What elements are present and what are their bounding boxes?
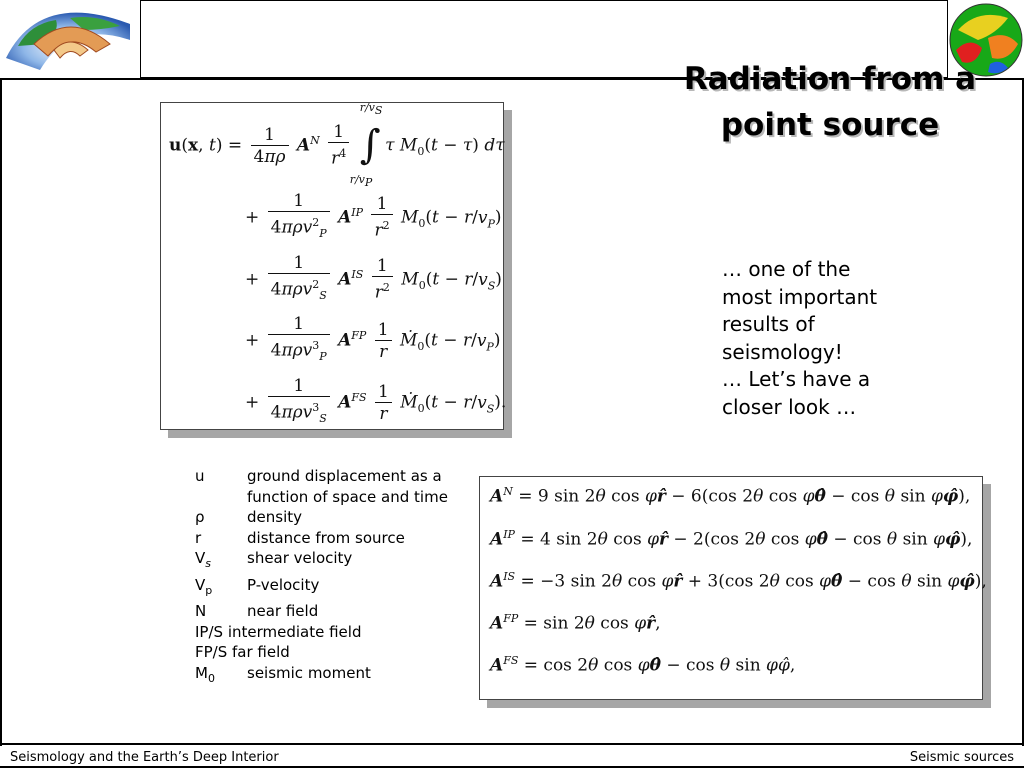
legend-desc: P-velocity [247,575,320,594]
formula-term-fp: + $\frac{1}{4\pi\rho v^3_P}$ $A^{FP}$ $\frac{1}{r}$ Ṁ$_0$(t − $r/v_P$) [245,314,501,364]
title-line-1: Radiation from a [683,61,977,97]
globe-logo-left [0,0,140,78]
legend-desc: density [247,508,302,526]
legend-far-field: FP/S far field [195,643,290,661]
displacement-formula-box [160,101,507,430]
legend-row [195,601,455,622]
legend-symbol: N [195,602,207,620]
note-line-5: … Let’s have a [722,367,871,391]
legend-desc: ground displacement as a function of space and time [247,467,448,506]
legend-symbol: $V_s$ [195,549,211,570]
legend-row [195,548,455,575]
symbol-legend [195,466,455,689]
legend-intermediate-field: IP/S intermediate field [195,622,362,641]
legend-desc: shear velocity [247,549,353,567]
legend-symbol: r [195,528,202,547]
note-line-6: closer look … [722,394,857,419]
slide-title [640,56,1020,148]
legend-row [195,466,455,507]
coeff-line-fs: $A^{FS} = \cos 2\theta$ cos φθ̂ − cos θ sin φφ̂, [490,654,796,676]
legend-desc: distance from source [247,528,405,547]
legend-desc: near field [247,602,319,620]
formula-term-fs: + $\frac{1}{4\pi\rho v^3_S}$ $A^{FS}$ $\frac{1}{r}$ Ṁ$_0$(t − $r/v_S$). [245,376,507,426]
left-rule [0,78,2,746]
formula-term-static: u(x, t) = $\frac{1}{4\pi\rho}$ $A^N$ $\frac{1}{r^4}$ $r/v_S$ ∫ $r/v_P$ τ $M_0(t - \tau)$ dτ [169,101,505,190]
legend-symbol: $M_0$ [195,663,215,685]
side-note [722,256,922,421]
coeff-line-ip: $A^{IP} = 4$ sin 2θ cos φr̂ − 2(cos 2θ cos φθ̂ − cos θ sin φφ̂), [490,528,973,550]
legend-row [195,575,455,602]
note-line-3: results of [722,312,815,336]
legend-symbol: u [195,467,205,485]
legend-desc: seismic moment [247,663,371,682]
legend-row [195,528,455,549]
coeff-line-is: $A^{IS} = -3$ sin 2θ cos φr̂ + 3(cos 2θ cos φθ̂ − cos θ sin φφ̂), [490,570,987,592]
radiation-pattern-box [479,476,987,700]
legend-row [195,507,455,528]
note-line-4: seismology! [722,339,843,364]
title-line-2: point source [720,107,940,143]
footer-section-title: Seismic sources [909,750,1014,765]
legend-row [195,663,455,690]
coeff-line-n: $A^N = 9$ sin 2θ cos φr̂ − 6(cos 2θ cos φθ̂ − cos θ sin φφ̂), [490,485,971,507]
legend-symbol: $V_p$ [195,575,213,597]
legend-symbol: ρ [195,508,205,526]
coeff-line-fp: $A^{FP} = \sin 2\theta$ cos φr̂, [490,612,661,634]
formula-term-is: + $\frac{1}{4\pi\rho v^2_S}$ $A^{IS}$ $\frac{1}{r^2}$ $M_0(t - r/v_S)$ [245,253,502,303]
footer [0,744,1024,768]
formula-term-ip: + $\frac{1}{4\pi\rho v^2_P}$ $A^{IP}$ $\frac{1}{r^2}$ $M_0(t - r/v_P)$ [245,191,502,241]
note-line-1: … one of the [722,257,851,281]
footer-course-title: Seismology and the Earth’s Deep Interior [10,750,279,765]
note-line-2: most important [722,284,878,309]
